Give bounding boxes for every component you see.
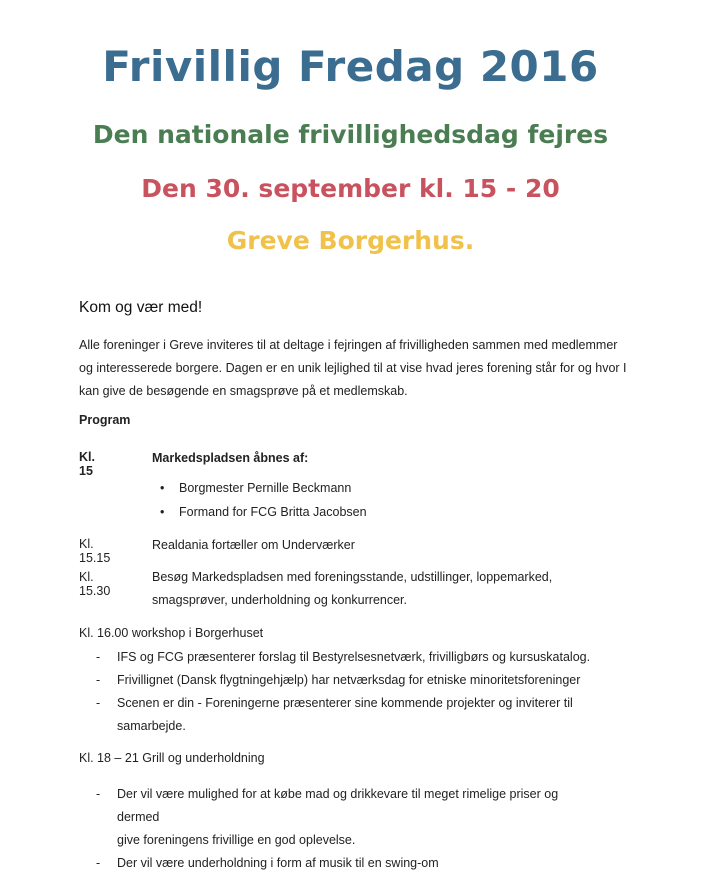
- list-item-text: samarbejde.: [117, 719, 186, 733]
- list-item-text: Der vil være mulighed for at købe mad og drikkevare til meget rimelige priser og dermed: [117, 787, 559, 824]
- event-venue: Greve Borgerhus.: [226, 226, 475, 255]
- event-title: Frivillig Fredag 2016: [102, 42, 599, 91]
- program-label: Program: [79, 413, 131, 427]
- program-time: Kl. 15: [79, 450, 95, 478]
- program-time: Kl. 15.15: [79, 537, 111, 565]
- list-item-text: Formand for FCG Britta Jacobsen: [179, 505, 367, 519]
- dash-icon: -: [96, 856, 101, 870]
- intro-paragraph: [79, 334, 639, 403]
- list-item-text: Frivillignet (Dansk flygtningehjælp) har netværksdag for etniske minoritetsforeninger: [117, 673, 581, 687]
- program-time: Kl. 15.30: [79, 570, 111, 598]
- intro-line: kan give de besøgende en smagsprøve på et medlemskab.: [79, 384, 408, 398]
- bullet-icon: •: [160, 481, 165, 495]
- list-item-text: IFS og FCG præsenterer forslag til Bestyrelsesnetværk, frivilligbørs og kursuskatalog.: [117, 650, 591, 664]
- intro-line: og interesserede borgere. Dagen er en unik lejlighed til at vise hvad jeres forening står for og hvor I: [79, 361, 627, 375]
- section-heading: Kom og vær med!: [79, 299, 203, 316]
- list-item: [96, 692, 576, 715]
- event-date: Den 30. september kl. 15 - 20: [141, 174, 560, 203]
- program-text-line: Besøg Markedspladsen med foreningsstande, udstillinger, loppemarked,: [152, 570, 553, 584]
- dash-icon: -: [96, 696, 101, 710]
- program-text: Realdania fortæller om Underværker: [152, 538, 355, 552]
- list-item-text: Borgmester Pernille Beckmann: [179, 481, 352, 495]
- program-text: Markedspladsen åbnes af:: [152, 451, 309, 465]
- program-text-line: smagsprøver, underholdning og konkurrencer.: [152, 593, 408, 607]
- workshop-list: [96, 646, 591, 738]
- list-item: [96, 852, 576, 875]
- event-subtitle: Den nationale frivillighedsdag fejres: [92, 120, 609, 149]
- workshop-heading: Kl. 16.00 workshop i Borgerhuset: [79, 626, 264, 640]
- list-item: [96, 669, 581, 692]
- grill-heading: Kl. 18 – 21 Grill og underholdning: [79, 751, 265, 765]
- dash-icon: -: [96, 650, 101, 664]
- intro-line: Alle foreninger i Greve inviteres til at deltage i fejringen af frivilligheden sammen med medlemmer: [79, 338, 618, 352]
- bullet-icon: •: [160, 505, 165, 519]
- dash-icon: -: [96, 673, 101, 687]
- program-text: [152, 566, 612, 612]
- list-item-text: Der vil være underholdning i form af musik til en swing-om: [117, 856, 439, 870]
- list-item-continuation: [96, 829, 576, 852]
- grill-list: [96, 783, 576, 875]
- list-item-text: give foreningens frivillige en god oplevelse.: [117, 833, 356, 847]
- list-item-continuation: [96, 715, 576, 738]
- list-item: [96, 646, 591, 669]
- list-item: [96, 783, 576, 829]
- dash-icon: -: [96, 787, 101, 801]
- list-item-text: Scenen er din - Foreningerne præsenterer sine kommende projekter og inviterer til: [117, 696, 573, 710]
